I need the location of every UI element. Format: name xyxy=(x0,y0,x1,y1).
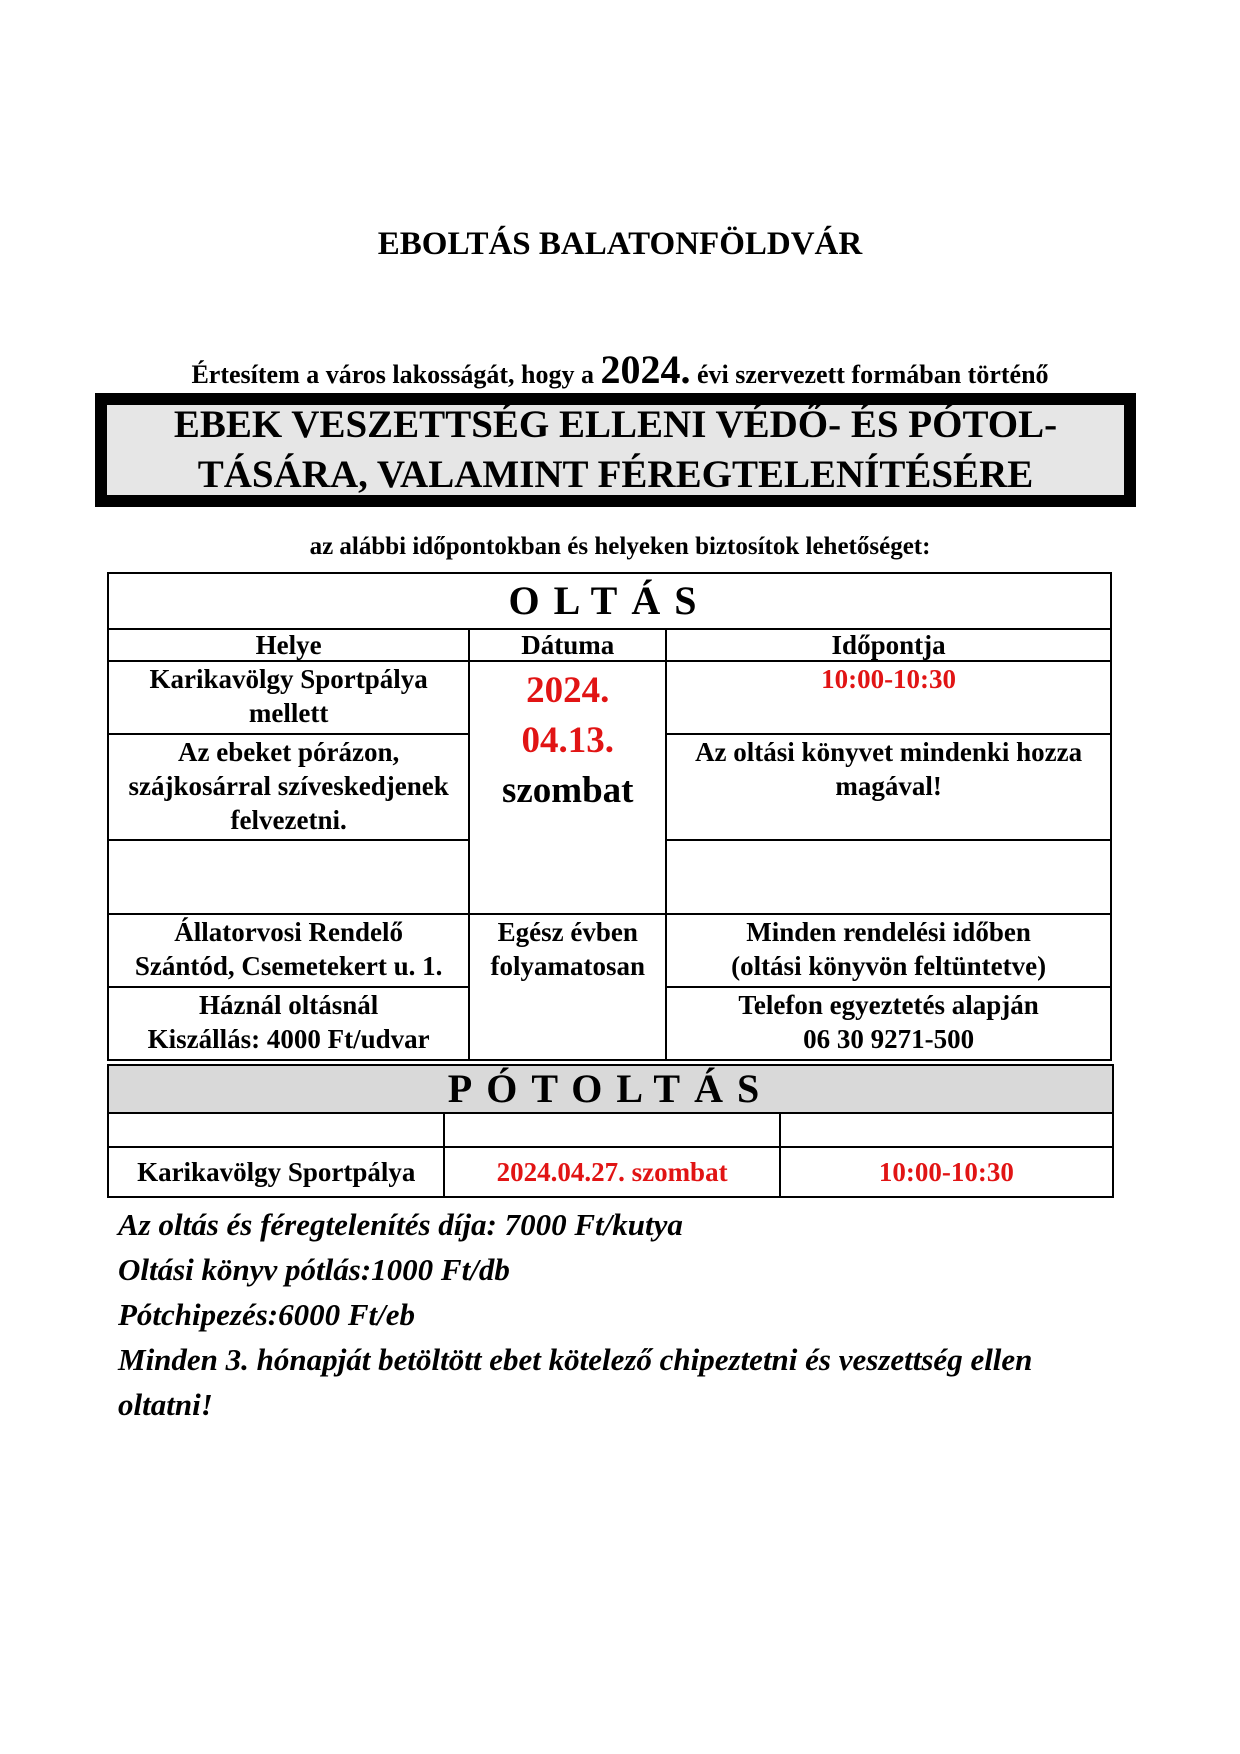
page-title: EBOLTÁS BALATONFÖLDVÁR xyxy=(377,226,863,262)
row4-time xyxy=(666,914,1111,987)
potoltas-empty-3 xyxy=(780,1113,1113,1147)
potoltas-place: Karikavölgy Sportpálya xyxy=(108,1147,444,1197)
oltas-heading: OLTÁS xyxy=(108,573,1111,629)
row5-time xyxy=(666,987,1111,1060)
col-header-date: Dátuma xyxy=(469,629,666,661)
row3-empty-time xyxy=(666,840,1111,914)
intro-text-after: évi szervezett formában történő xyxy=(696,360,1049,389)
row4-place-line-2: Szántód, Csemetekert u. 1. xyxy=(134,951,443,981)
row1-date-monthday: 04.13. xyxy=(521,720,614,761)
row1-place: Karikavölgy Sportpálya mellett xyxy=(108,661,469,734)
potoltas-heading: PÓTOLTÁS xyxy=(108,1065,1113,1113)
row5-place-line-2: Kiszállás: 4000 Ft/udvar xyxy=(147,1024,430,1054)
intro-line xyxy=(0,346,1240,393)
row2-note: Az oltási könyvet mindenki hozza magával! xyxy=(666,734,1111,840)
row1-time: 10:00-10:30 xyxy=(666,661,1111,734)
row1-date-year: 2024. xyxy=(526,670,610,711)
note-fee: Az oltás és féregtelenítés díja: 7000 Ft/kutya xyxy=(118,1207,683,1242)
potoltas-empty-2 xyxy=(444,1113,779,1147)
note-rechip: Pótchipezés:6000 Ft/eb xyxy=(118,1297,416,1332)
potoltas-table xyxy=(107,1064,1114,1198)
row4-time-line-1: Minden rendelési időben xyxy=(746,917,1031,947)
potoltas-time: 10:00-10:30 xyxy=(780,1147,1113,1197)
intro-year: 2024. xyxy=(600,347,691,392)
potoltas-empty-1 xyxy=(108,1113,444,1147)
oltas-table xyxy=(107,572,1112,1061)
row3-empty-place xyxy=(108,840,469,914)
notes xyxy=(118,1202,1128,1427)
headline-banner xyxy=(95,393,1136,507)
row4-date: Egész évben folyamatosan xyxy=(469,914,666,1060)
row5-time-line-1: Telefon egyeztetés alapján xyxy=(738,990,1039,1020)
col-header-time: Időpontja xyxy=(666,629,1111,661)
row5-time-line-2: 06 30 9271-500 xyxy=(803,1024,975,1054)
banner-line-1: EBEK VESZETTSÉG ELLENI VÉDŐ- ÉS PÓTOL- xyxy=(173,403,1058,446)
potoltas-date: 2024.04.27. szombat xyxy=(444,1147,779,1197)
row5-place xyxy=(108,987,469,1060)
row5-place-line-1: Háznál oltásnál xyxy=(199,990,379,1020)
row2-place: Az ebeket pórázon, szájkosárral szíveskedjenek felvezetni. xyxy=(108,734,469,840)
note-mandatory: Minden 3. hónapját betöltött ebet kötelező chipeztetni és veszettség ellen oltatni! xyxy=(118,1342,1033,1422)
row4-place-line-1: Állatorvosi Rendelő xyxy=(174,917,404,947)
banner-line-2: TÁSÁRA, VALAMINT FÉREGTELENÍTÉSÉRE xyxy=(197,453,1034,496)
row1-day: szombat xyxy=(501,770,634,811)
subnote: az alábbi időpontokban és helyeken biztosítok lehetőséget: xyxy=(309,533,931,560)
note-book-replacement: Oltási könyv pótlás:1000 Ft/db xyxy=(118,1252,510,1287)
row4-place xyxy=(108,914,469,987)
col-header-place: Helye xyxy=(108,629,469,661)
row1-date-cell xyxy=(469,661,666,914)
intro-text-before: Értesítem a város lakosságát, hogy a xyxy=(191,360,594,389)
row4-time-line-2: (oltási könyvön feltüntetve) xyxy=(731,951,1047,981)
